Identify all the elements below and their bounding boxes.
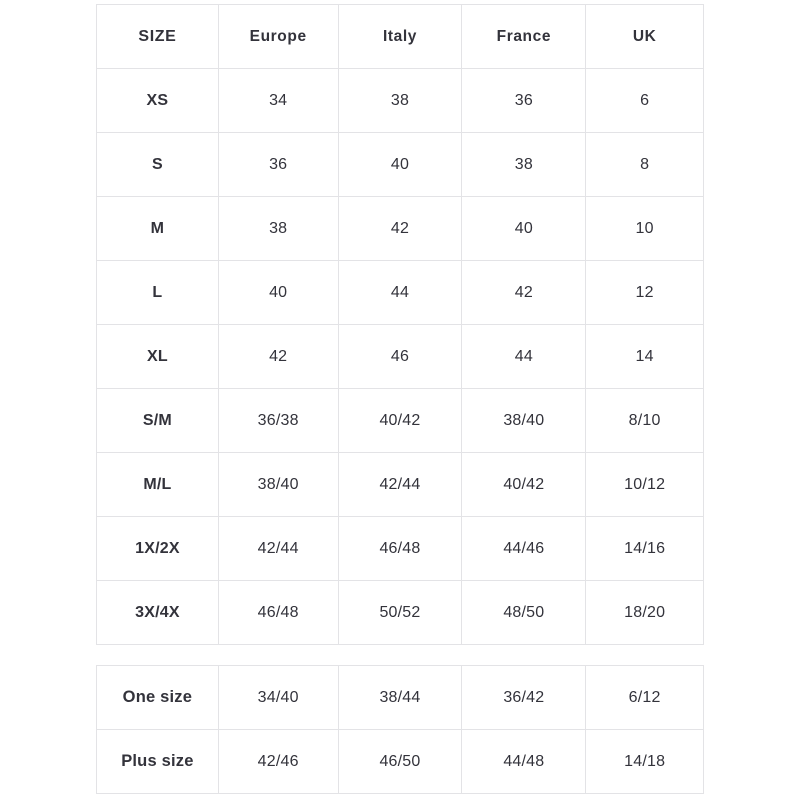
cell-size: XS [97,69,219,133]
cell-italy: 46/50 [338,730,462,794]
cell-europe: 46/48 [218,581,338,645]
cell-italy: 42/44 [338,453,462,517]
cell-france: 44/48 [462,730,586,794]
main-size-table-container [96,4,704,645]
table-row [97,517,704,581]
cell-size: M [97,197,219,261]
cell-uk: 6 [586,69,704,133]
table-row [97,730,704,794]
cell-uk: 14/16 [586,517,704,581]
table-row [97,133,704,197]
cell-uk: 18/20 [586,581,704,645]
cell-size: M/L [97,453,219,517]
cell-europe: 34/40 [218,666,338,730]
cell-uk: 6/12 [586,666,704,730]
cell-france: 44/46 [462,517,586,581]
cell-size: 1X/2X [97,517,219,581]
one-size-plus-size-table [96,665,704,794]
column-header-italy: Italy [338,5,462,69]
summary-size-table-container [96,665,704,794]
cell-size: S [97,133,219,197]
cell-france: 38 [462,133,586,197]
cell-europe: 38/40 [218,453,338,517]
cell-uk: 8 [586,133,704,197]
cell-italy: 50/52 [338,581,462,645]
cell-europe: 38 [218,197,338,261]
table-body [97,69,704,645]
column-header-france: France [462,5,586,69]
cell-france: 44 [462,325,586,389]
cell-uk: 10 [586,197,704,261]
cell-italy: 38/44 [338,666,462,730]
cell-italy: 38 [338,69,462,133]
cell-italy: 44 [338,261,462,325]
cell-europe: 42/44 [218,517,338,581]
table-header-row [97,5,704,69]
summary-table-body [97,666,704,794]
cell-italy: 42 [338,197,462,261]
column-header-size: SIZE [97,5,219,69]
cell-italy: 46 [338,325,462,389]
cell-uk: 8/10 [586,389,704,453]
cell-france: 36 [462,69,586,133]
cell-france: 48/50 [462,581,586,645]
table-row [97,389,704,453]
cell-uk: 10/12 [586,453,704,517]
cell-size: S/M [97,389,219,453]
cell-size: L [97,261,219,325]
cell-france: 36/42 [462,666,586,730]
cell-italy: 46/48 [338,517,462,581]
cell-france: 40 [462,197,586,261]
column-header-europe: Europe [218,5,338,69]
table-row [97,581,704,645]
cell-size: XL [97,325,219,389]
cell-europe: 36/38 [218,389,338,453]
table-row [97,325,704,389]
cell-europe: 36 [218,133,338,197]
table-row [97,197,704,261]
cell-size: 3X/4X [97,581,219,645]
cell-europe: 42 [218,325,338,389]
cell-italy: 40/42 [338,389,462,453]
cell-italy: 40 [338,133,462,197]
cell-europe: 40 [218,261,338,325]
table-row [97,69,704,133]
column-header-uk: UK [586,5,704,69]
cell-uk: 12 [586,261,704,325]
table-row [97,666,704,730]
cell-france: 38/40 [462,389,586,453]
cell-uk: 14/18 [586,730,704,794]
cell-size: One size [97,666,219,730]
cell-france: 42 [462,261,586,325]
cell-uk: 14 [586,325,704,389]
table-header-row-group [97,5,704,69]
table-row [97,453,704,517]
cell-europe: 42/46 [218,730,338,794]
table-row [97,261,704,325]
cell-europe: 34 [218,69,338,133]
size-conversion-table [96,4,704,645]
cell-size: Plus size [97,730,219,794]
cell-france: 40/42 [462,453,586,517]
